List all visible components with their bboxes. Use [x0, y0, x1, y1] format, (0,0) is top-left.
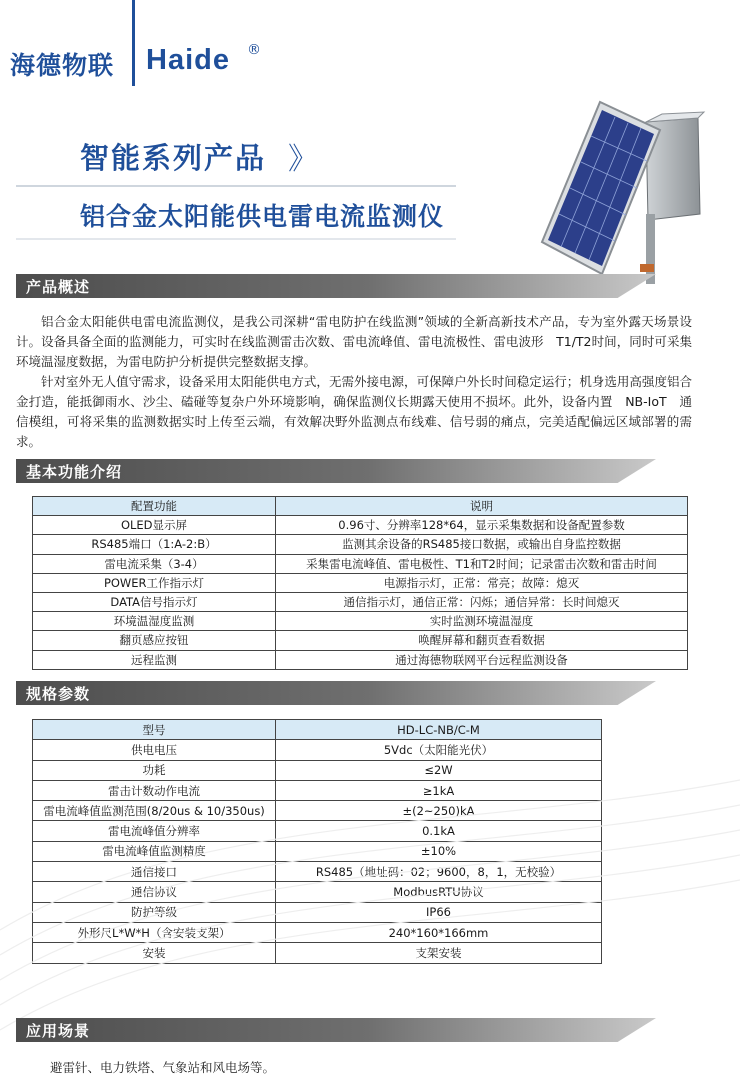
spec-value: ±10%	[276, 841, 602, 861]
function-name: 环境温湿度监测	[33, 612, 276, 631]
column-header: 配置功能	[33, 497, 276, 516]
product-title: 铝合金太阳能供电雷电流监测仪	[80, 202, 445, 231]
section-header-specs	[16, 681, 656, 705]
brand-chinese-name: 海德物联	[10, 51, 115, 80]
table-row	[33, 573, 688, 592]
function-desc: 采集雷电流峰值、雷电极性、T1和T2时间；记录雷击次数和雷击时间	[276, 554, 688, 573]
table-row	[33, 612, 688, 631]
function-name: POWER工作指示灯	[33, 573, 276, 592]
table-header-row	[33, 497, 688, 516]
spec-name: 雷电流峰值监测精度	[33, 841, 276, 861]
registered-mark: ®	[247, 42, 261, 58]
section-title: 规格参数	[26, 685, 91, 703]
spec-value: 支架安装	[276, 943, 602, 963]
section-header-application	[16, 1018, 656, 1042]
table-row	[33, 631, 688, 650]
spec-name: 安装	[33, 943, 276, 963]
spec-name: 通信接口	[33, 862, 276, 882]
series-title: 智能系列产品	[80, 141, 267, 175]
divider-line	[16, 185, 456, 187]
spec-name: 雷电流峰值监测范围(8/20us & 10/350us)	[33, 801, 276, 821]
spec-name: 通信协议	[33, 882, 276, 902]
device-photo	[528, 96, 708, 284]
function-name: RS485端口（1:A-2:B）	[33, 535, 276, 554]
table-row	[33, 740, 602, 760]
spec-value: IP66	[276, 902, 602, 922]
spec-value: 0.1kA	[276, 821, 602, 841]
function-desc: 通过海德物联网平台远程监测设备	[276, 650, 688, 669]
divider-line	[16, 238, 456, 240]
section-title: 产品概述	[26, 278, 91, 296]
spec-name: 防护等级	[33, 902, 276, 922]
spec-value: ≥1kA	[276, 780, 602, 800]
section-title: 应用场景	[26, 1022, 91, 1040]
function-name: 远程监测	[33, 650, 276, 669]
spec-name: 雷击计数动作电流	[33, 780, 276, 800]
application-text: 避雷针、电力铁塔、气象站和风电场等。	[50, 1060, 276, 1075]
function-desc: 唤醒屏幕和翻页查看数据	[276, 631, 688, 650]
section-header-bar	[16, 274, 656, 298]
section-title: 基本功能介绍	[26, 463, 123, 481]
table-row	[33, 650, 688, 669]
function-desc: 实时监测环境温湿度	[276, 612, 688, 631]
spec-name: 供电电压	[33, 740, 276, 760]
table-row	[33, 554, 688, 573]
brand-english-name: Haide	[146, 44, 230, 76]
spec-value: ≤2W	[276, 760, 602, 780]
spec-value: RS485（地址码：02；9600，8，1，无校验）	[276, 862, 602, 882]
spec-name: 雷电流峰值分辨率	[33, 821, 276, 841]
spec-name: 外形尺L*W*H（含安装支架）	[33, 922, 276, 942]
spec-value: ModbusRTU协议	[276, 882, 602, 902]
table-header-row	[33, 720, 602, 740]
brand-divider	[132, 0, 135, 86]
function-desc: 通信指示灯，通信正常：闪烁；通信异常：长时间熄灭	[276, 592, 688, 611]
functions-table	[32, 496, 688, 670]
section-header-bar	[16, 1018, 656, 1042]
spec-name: 功耗	[33, 760, 276, 780]
table-row	[33, 592, 688, 611]
overview-paragraph-1: 铝合金太阳能供电雷电流监测仪，是我公司深耕“雷电防护在线监测”领域的全新高新技术产品，专为室外露天场景设计。设备具备全面的监测能力，可实时在线监测雷击次数、雷电流峰值、雷电流极性、雷电波形 T1/T2时间，同时可采集环境温湿度数据，为雷电防护分析提供完整数据支撑。	[16, 314, 692, 369]
column-header: 型号	[33, 720, 276, 740]
double-chevron-icon: 》	[288, 142, 318, 177]
column-header: HD-LC-NB/C-M	[276, 720, 602, 740]
spec-value: 5Vdc（太阳能光伏）	[276, 740, 602, 760]
function-desc: 电源指示灯，正常：常亮；故障：熄灭	[276, 573, 688, 592]
function-desc: 监测其余设备的RS485接口数据，或输出自身监控数据	[276, 535, 688, 554]
table-row	[33, 535, 688, 554]
section-header-overview	[16, 274, 656, 298]
table-row	[33, 516, 688, 535]
spec-value: 240*160*166mm	[276, 922, 602, 942]
function-name: 雷电流采集（3-4）	[33, 554, 276, 573]
function-name: 翻页感应按钮	[33, 631, 276, 650]
column-header: 说明	[276, 497, 688, 516]
overview-paragraph-2: 针对室外无人值守需求，设备采用太阳能供电方式，无需外接电源，可保障户外长时间稳定运行；机身选用高强度铝合金打造，能抵御雨水、沙尘、磕碰等复杂户外环境影响，确保监测仪长期露天使用不损坏。此外，设备内置 NB-IoT 通信模组，可将采集的监测数据实时上传至云端，有效解决野外监测点布线难、信号弱的痛点，完美适配偏远区域部署的需求。	[16, 374, 692, 449]
section-header-functions	[16, 459, 656, 483]
overview-text	[16, 312, 692, 452]
spec-value: ±(2~250)kA	[276, 801, 602, 821]
function-name: OLED显示屏	[33, 516, 276, 535]
section-header-bar	[16, 681, 656, 705]
function-name: DATA信号指示灯	[33, 592, 276, 611]
function-desc: 0.96寸、分辨率128*64，显示采集数据和设备配置参数	[276, 516, 688, 535]
